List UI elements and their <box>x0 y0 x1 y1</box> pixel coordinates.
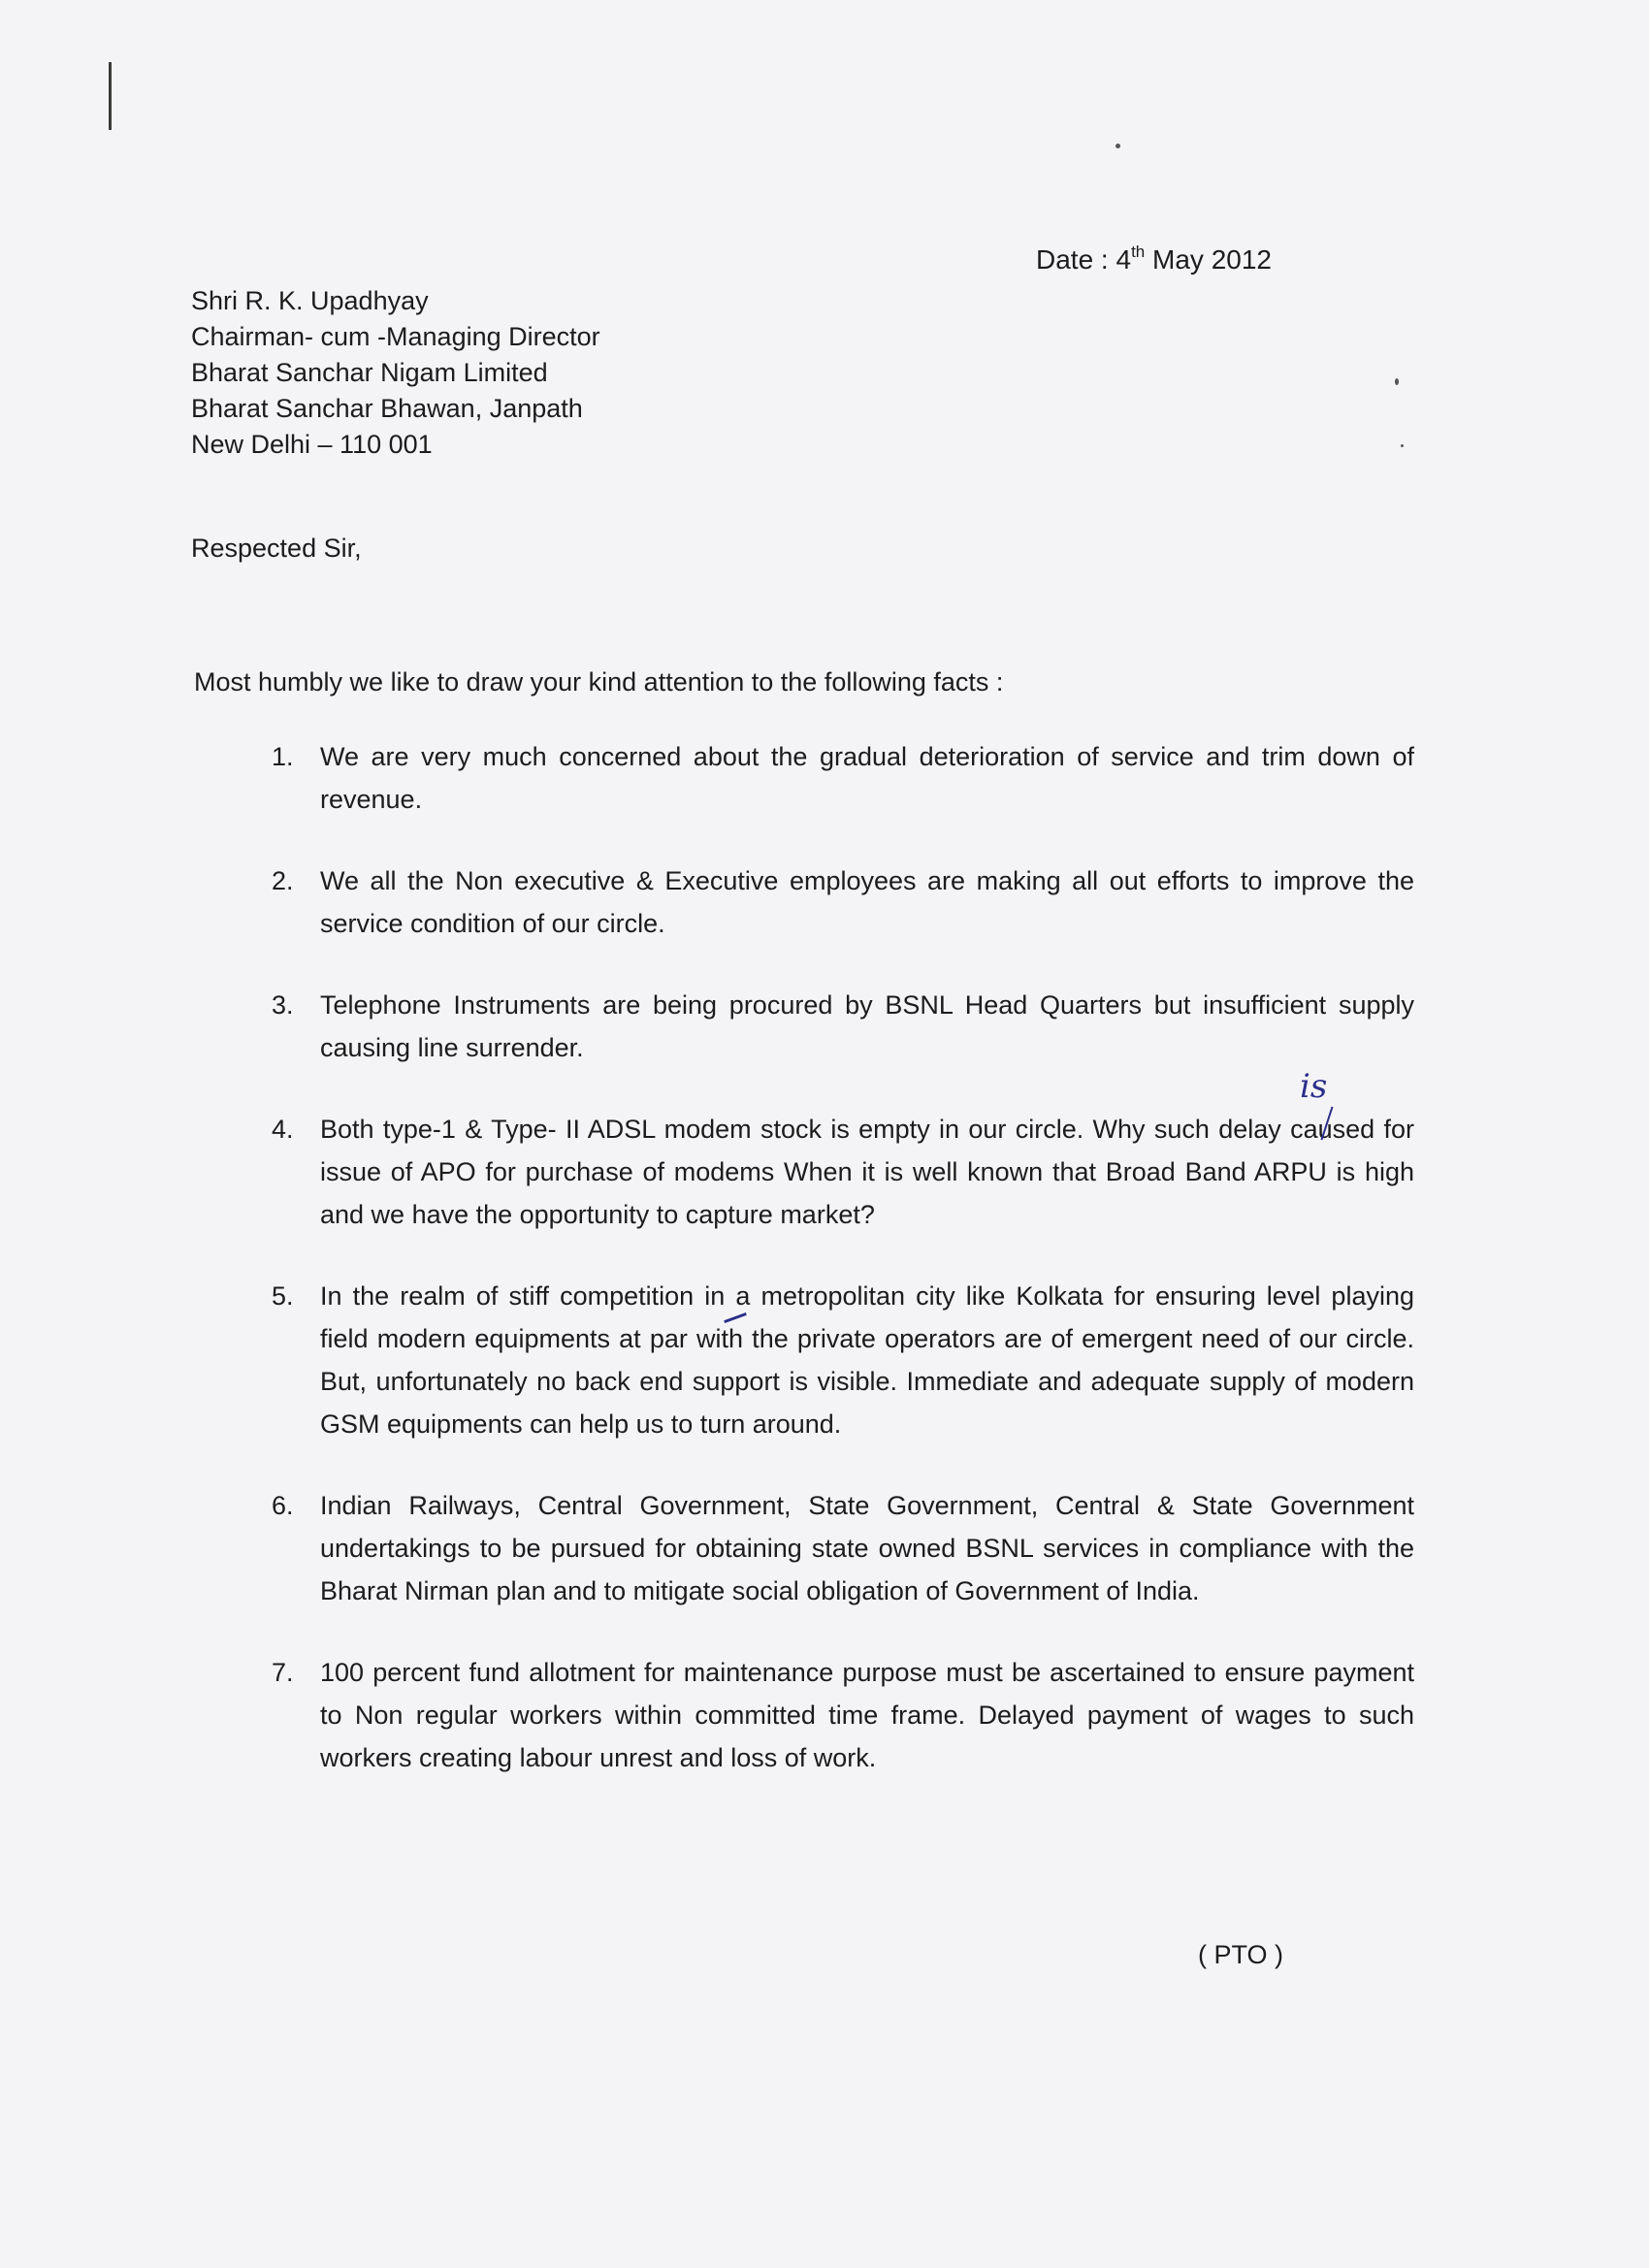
scan-margin-mark <box>109 62 112 130</box>
list-item <box>262 735 1414 821</box>
recipient-street: Bharat Sanchar Bhawan, Janpath <box>191 394 583 423</box>
intro-paragraph: Most humbly we like to draw your kind attention to the following facts : <box>194 667 1004 697</box>
list-item <box>262 1651 1414 1779</box>
list-item <box>262 984 1414 1069</box>
list-item-number: 4. <box>272 1115 294 1144</box>
list-item <box>262 859 1414 945</box>
recipient-address <box>191 283 600 463</box>
scan-speck <box>1116 144 1120 148</box>
scan-speck <box>1395 378 1399 385</box>
letter-date: Date : 4th May 2012 <box>1036 243 1272 275</box>
list-item-number: 7. <box>272 1658 294 1687</box>
facts-list <box>262 735 1414 1818</box>
list-item-number: 1. <box>272 742 294 771</box>
list-item-text: We are very much concerned about the gradual deterioration of service and trim down of revenue. <box>320 742 1414 814</box>
handwritten-insertion: is <box>1300 1067 1328 1106</box>
recipient-organization: Bharat Sanchar Nigam Limited <box>191 358 548 387</box>
scan-speck <box>1401 444 1404 447</box>
recipient-name: Shri R. K. Upadhyay <box>191 286 429 315</box>
list-item-number: 6. <box>272 1491 294 1520</box>
list-item-text: 100 percent fund allotment for maintenance purpose must be ascertained to ensure payment to Non regular workers within committed time frame. Delayed payment of wages to such workers creating labour unrest and loss of work. <box>320 1658 1414 1772</box>
list-item-text: Telephone Instruments are being procured by BSNL Head Quarters but insufficient supply causing line surrender. <box>320 990 1414 1062</box>
list-item-text: Indian Railways, Central Government, State Government, Central & State Government undertakings to be pursued for obtaining state owned BSNL services in compliance with the Bharat Nirman plan and to mitigate social obligation of Government of India. <box>320 1491 1414 1605</box>
list-item-text: We all the Non executive & Executive employees are making all out efforts to improve the service condition of our circle. <box>320 866 1414 938</box>
list-item-number: 5. <box>272 1281 294 1311</box>
recipient-city: New Delhi – 110 001 <box>191 430 433 459</box>
list-item-number: 2. <box>272 866 294 895</box>
list-item <box>262 1275 1414 1445</box>
list-item-text: In the realm of stiff competition in a metropolitan city like Kolkata for ensuring level playing field modern equipments at par with the private operators are of emergent need of our circle. But, unfortunately no back end support is visible. Immediate and adequate supply of modern GSM equipments can help us to turn around. <box>320 1281 1414 1439</box>
list-item-text: Both type-1 & Type- II ADSL modem stock is empty in our circle. Why such delay caused for issue of APO for purchase of modems When it is well known that Broad Band ARPU is high and we have the opportunity to capture market? <box>320 1115 1414 1229</box>
list-item <box>262 1108 1414 1236</box>
list-item <box>262 1484 1414 1612</box>
salutation: Respected Sir, <box>191 534 362 563</box>
list-item-number: 3. <box>272 990 294 1020</box>
recipient-designation: Chairman- cum -Managing Director <box>191 322 600 351</box>
pto-note: ( PTO ) <box>1198 1940 1284 1969</box>
